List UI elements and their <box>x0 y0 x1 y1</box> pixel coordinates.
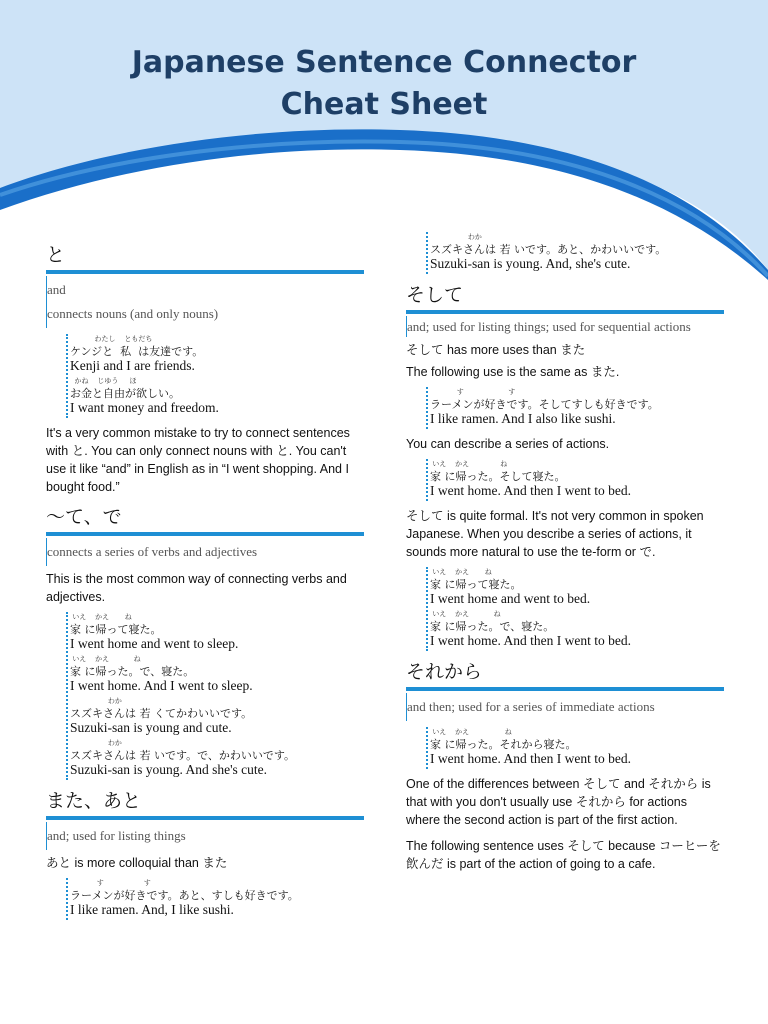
furigana: いえ かえ ね <box>430 460 508 468</box>
description-box <box>46 822 364 850</box>
section-heading-mata: また、あと <box>46 786 364 820</box>
example-item <box>70 654 364 696</box>
japanese-sentence: スズキさんは 若 いです。あと、かわいいです。 <box>430 243 667 256</box>
section-heading-to: と <box>46 240 364 274</box>
section-heading-te: 〜て、で <box>46 502 364 536</box>
description: and then; used for a series of immediate actions <box>407 699 655 714</box>
page-title-line2: Cheat Sheet <box>280 87 488 122</box>
japanese-sentence: お金と自由が欲しい。 <box>70 387 180 400</box>
japanese-sentence: 家 に帰って寝た。 <box>430 578 522 591</box>
explanation-note: It's a very common mistake to try to connect sentences with と. You can only connect nouns with と. You can't use it like “and” in English as in “I went shopping. And I bought food.” <box>46 426 350 494</box>
japanese-sentence: 家 に帰って寝た。 <box>70 623 162 636</box>
english-translation: I went home. And then I went to bed. <box>430 633 631 648</box>
english-translation: I went home and went to bed. <box>430 591 591 606</box>
description-box <box>46 276 364 328</box>
furigana: わか <box>70 697 122 705</box>
explanation-note: そして has more uses than また <box>406 343 586 357</box>
example-block <box>426 387 724 429</box>
english-translation: Suzuki-san is young and cute. <box>70 720 232 735</box>
example-block <box>426 459 724 501</box>
japanese-sentence: スズキさんは 若 くてかわいいです。 <box>70 707 253 720</box>
english-translation: I want money and freedom. <box>70 400 219 415</box>
example-block <box>66 612 364 780</box>
example-item <box>430 232 724 274</box>
english-translation: I went home. And then I went to bed. <box>430 751 631 766</box>
furigana: わか <box>70 739 122 747</box>
example-item <box>70 738 364 780</box>
english-translation: I went home and went to sleep. <box>70 636 239 651</box>
description: and <box>47 282 66 297</box>
furigana: かね じゆう ほ <box>70 377 137 385</box>
furigana: す す <box>430 388 516 396</box>
description: connects nouns (and only nouns) <box>47 306 219 321</box>
section-to <box>46 240 364 496</box>
explanation-note: One of the differences between そして and それから is that with you don't usually use それから for actions where the second action is part of the first action. <box>406 777 711 827</box>
explanation-note: あと is more colloquial than また <box>46 856 228 870</box>
example-item <box>70 376 364 418</box>
description-box <box>46 538 364 566</box>
english-translation: Suzuki-san is young. And, she's cute. <box>430 256 631 271</box>
english-translation: Suzuki-san is young. And she's cute. <box>70 762 268 777</box>
japanese-sentence: 家 に帰った。で、寝た。 <box>70 665 195 678</box>
example-item <box>430 727 724 769</box>
japanese-sentence: スズキさんは 若 いです。で、かわいいです。 <box>70 749 296 762</box>
furigana: いえ かえ ね <box>70 613 132 621</box>
english-translation: I went home. And I went to sleep. <box>70 678 253 693</box>
example-item <box>430 459 724 501</box>
example-item <box>70 334 364 376</box>
example-block <box>426 567 724 651</box>
example-item <box>70 696 364 738</box>
furigana: いえ かえ ね <box>70 655 141 663</box>
example-block <box>426 232 724 274</box>
japanese-sentence: ラーメンが好きです。そしてすしも好きです。 <box>430 398 659 411</box>
example-item <box>70 612 364 654</box>
explanation-note: You can describe a series of actions. <box>406 437 610 451</box>
example-item <box>430 609 724 651</box>
furigana: いえ かえ ね <box>430 568 492 576</box>
section-heading-soshite: そして <box>406 280 724 314</box>
japanese-sentence: 家 に帰った。そして寝た。 <box>430 470 566 483</box>
left-column <box>46 240 364 926</box>
japanese-sentence: ラーメンが好きです。あと、すしも好きです。 <box>70 889 299 902</box>
explanation-note: The following use is the same as また. <box>406 365 620 379</box>
english-translation: I like ramen. And, I like sushi. <box>70 902 234 917</box>
example-block <box>66 878 364 920</box>
example-item <box>430 567 724 609</box>
example-block <box>66 334 364 418</box>
section-heading-sorekara: それから <box>406 657 724 691</box>
japanese-sentence: 家 に帰った。で、寝た。 <box>430 620 555 633</box>
page-title <box>0 42 768 126</box>
explanation-note: そして is quite formal. It's not very common in spoken Japanese. When you describe a series of actions, it sounds more natural to use the te-form or で. <box>406 509 704 559</box>
description: and; used for listing things; used for sequential actions <box>407 319 691 334</box>
english-translation: Kenji and I are friends. <box>70 358 195 373</box>
example-item <box>70 878 364 920</box>
english-translation: I like ramen. And I also like sushi. <box>430 411 616 426</box>
furigana: わたし ともだち <box>70 335 153 343</box>
section-sorekara <box>406 657 724 873</box>
furigana: わか <box>430 233 482 241</box>
section-mata <box>46 786 364 920</box>
section-te <box>46 502 364 780</box>
japanese-sentence: ケンジと 私 は友達です。 <box>70 345 204 358</box>
explanation-note: The following sentence uses そして because コーヒーを飲んだ is part of the action of going to a cafe. <box>406 839 721 871</box>
example-item <box>430 387 724 429</box>
english-translation: I went home. And then I went to bed. <box>430 483 631 498</box>
furigana: いえ かえ ね <box>430 610 501 618</box>
furigana: いえ かえ ね <box>430 728 512 736</box>
section-soshite <box>406 280 724 651</box>
description: connects a series of verbs and adjectives <box>47 544 258 559</box>
description-box <box>406 316 724 337</box>
description: and; used for listing things <box>47 828 186 843</box>
explanation-note: This is the most common way of connecting verbs and adjectives. <box>46 572 347 604</box>
furigana: す す <box>70 879 151 887</box>
japanese-sentence: 家 に帰った。それから寝た。 <box>430 738 577 751</box>
description-box <box>406 693 724 721</box>
example-block <box>426 727 724 769</box>
page-title-line1: Japanese Sentence Connector <box>131 45 637 80</box>
right-column <box>406 232 724 879</box>
